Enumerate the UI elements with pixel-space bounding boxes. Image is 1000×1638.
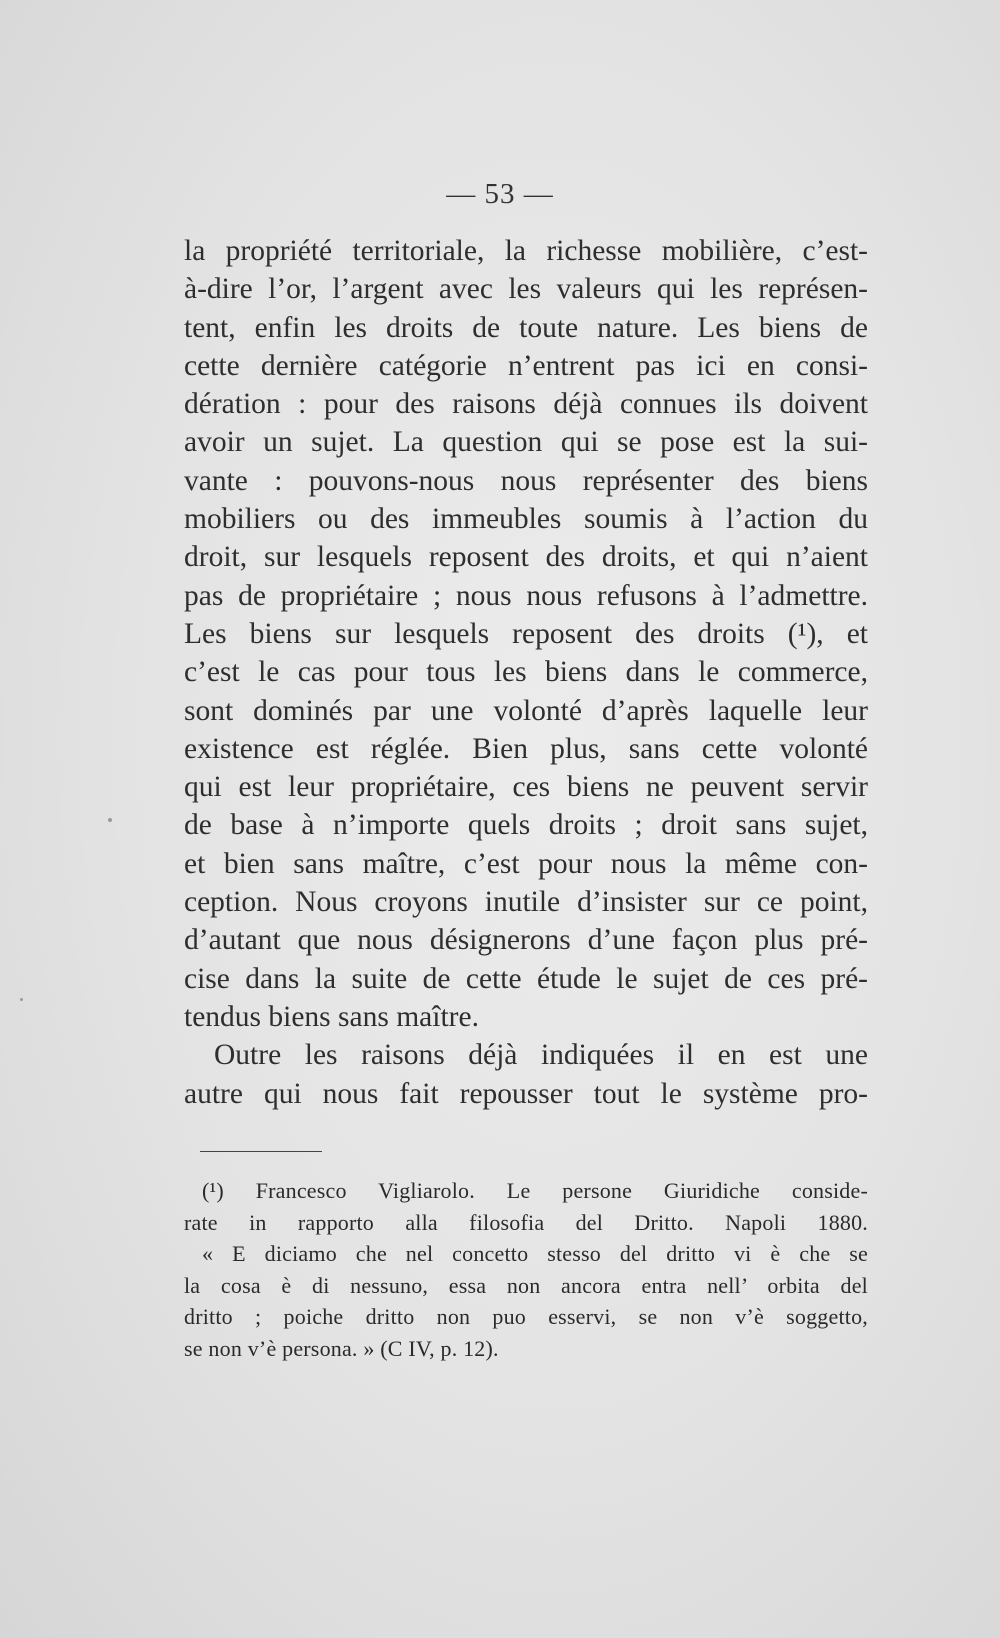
text-line: Les biens sur lesquels reposent des droits (¹), et <box>184 617 868 650</box>
text-line: mobiliers ou des immeubles soumis à l’action du <box>184 503 868 536</box>
text-line: la propriété territoriale, la richesse mobilière, c’est- <box>184 235 868 267</box>
footnotes <box>184 1175 868 1364</box>
text-line: avoir un sujet. La question qui se pose est la sui- <box>184 426 868 459</box>
paper-speck <box>20 998 23 1001</box>
text-line: de base à n’importe quels droits ; droit sans sujet, <box>184 809 868 842</box>
footnote-line: la cosa è di nessuno, essa non ancora entra nell’ orbita del <box>184 1272 868 1298</box>
footnote-line: se non v’è persona. » (C IV, p. 12). <box>184 1335 499 1361</box>
text-line: Outre les raisons déjà indiquées il en est une <box>214 1039 868 1072</box>
text-line: cette dernière catégorie n’entrent pas ici en consi- <box>184 349 868 382</box>
text-line: cise dans la suite de cette étude le sujet de ces pré- <box>184 962 868 995</box>
text-line: d’autant que nous désignerons d’une façon plus pré- <box>184 924 868 957</box>
text-line: droit, sur lesquels reposent des droits, et qui n’aient <box>184 541 868 574</box>
text-line: à-dire l’or, l’argent avec les valeurs qui les représen- <box>184 273 868 306</box>
text-line: tent, enfin les droits de toute nature. Les biens de <box>184 311 868 344</box>
text-line: existence est réglée. Bien plus, sans cette volonté <box>184 732 868 765</box>
footnote-line: (¹) Francesco Vigliarolo. Le persone Giuridiche conside- <box>202 1178 868 1203</box>
text-line: qui est leur propriétaire, ces biens ne peuvent servir <box>184 771 868 804</box>
text-line: ception. Nous croyons inutile d’insister sur ce point, <box>184 886 868 919</box>
text-line: dération : pour des raisons déjà connues ils doivent <box>184 388 868 421</box>
main-text <box>184 232 868 1113</box>
text-line: et bien sans maître, c’est pour nous la même con- <box>184 847 868 880</box>
footnote-line: dritto ; poiche dritto non puo esservi, se non v’è soggetto, <box>184 1304 868 1329</box>
text-line: pas de propriétaire ; nous nous refusons à l’admettre. <box>184 579 868 612</box>
text-line: vante : pouvons-nous nous représenter des biens <box>184 464 868 497</box>
text-line: sont dominés par une volonté d’après laquelle leur <box>184 694 868 727</box>
text-line: tendus biens sans maître. <box>184 1000 479 1033</box>
text-line: c’est le cas pour tous les biens dans le commerce, <box>184 656 868 689</box>
footnote-line: rate in rapporto alla filosofia del Dritto. Napoli 1880. <box>184 1209 868 1235</box>
footnote-divider <box>200 1151 322 1152</box>
text-line: autre qui nous fait repousser tout le système pro- <box>184 1077 868 1110</box>
paper-speck <box>108 818 112 822</box>
footnote-line: « E diciamo che nel concetto stesso del dritto vi è che se <box>202 1241 868 1266</box>
page-number: — 53 — <box>446 178 554 210</box>
